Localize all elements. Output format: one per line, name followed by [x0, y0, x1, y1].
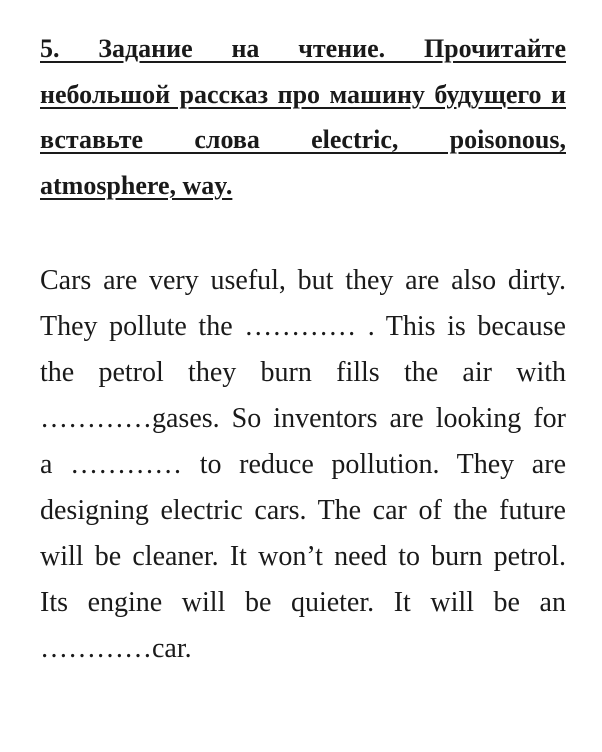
document-page [40, 26, 566, 672]
story-text: This is because the petrol they burn fills the air with [40, 311, 566, 388]
story-text: to reduce pollution. They are designing electric cars. The car of the future will be cleaner. It won’t need to burn petrol. Its engine will be quieter. It will be an [40, 449, 566, 618]
task-heading: 5. Задание на чтение. Прочитайте небольшой рассказ про машину будущего и вставьте слова electric, poisonous, atmosphere, way. [40, 34, 566, 200]
blank-3: ………… [70, 449, 183, 480]
story-paragraph [40, 258, 566, 672]
story-text: gases. So inventors are looking for a [40, 403, 566, 480]
blank-2: ………… [40, 403, 152, 434]
story-text: car. [152, 633, 192, 664]
blank-4: ………… [40, 633, 152, 664]
blank-1: ………… . [244, 311, 375, 342]
story-text: Cars are very useful, but they are also dirty. They pollute the [40, 265, 566, 342]
